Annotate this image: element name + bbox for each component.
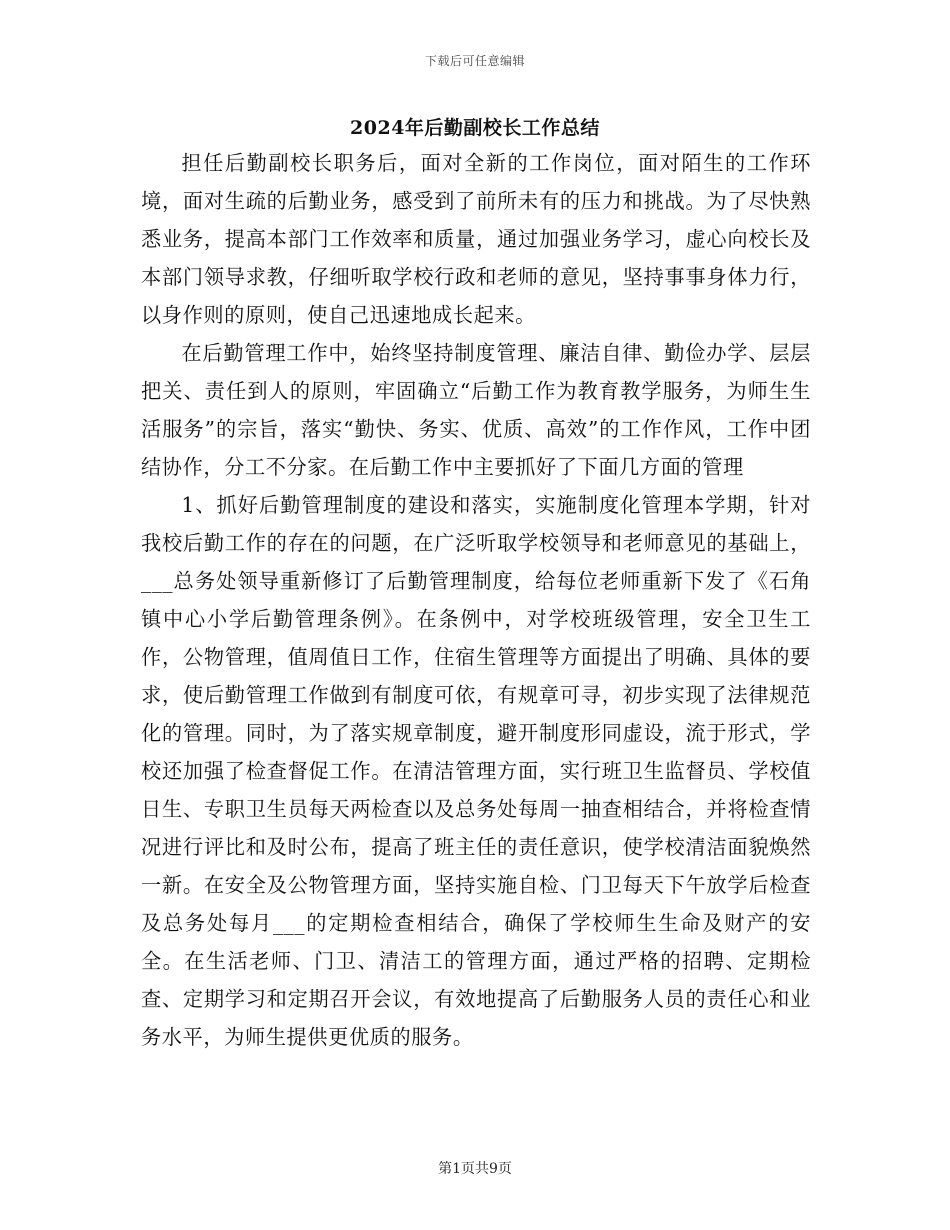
page-number: 第1页共9页 [438,1161,512,1177]
paragraph-principles: 在后勤管理工作中，始终坚持制度管理、廉洁自律、勤俭办学、层层把关、责任到人的原则，牢固确立“后勤工作为教育教学服务，为师生生活服务”的宗旨，落实“勤快、务实、优质、高效”的工作作风，工作中团结协作，分工不分家。在后勤工作中主要抓好了下面几方面的管理 [141,341,811,479]
document-body [141,144,811,1056]
download-note: 下载后可任意编辑 [424,54,525,68]
paragraph-intro: 担任后勤副校长职务后，面对全新的工作岗位，面对陌生的工作环境，面对生疏的后勤业务，感受到了前所未有的压力和挑战。为了尽快熟悉业务，提高本部门工作效率和质量，通过加强业务学习，虚心向校长及本部门领导求教，仔细听取学校行政和老师的意见，坚持事事身体力行，以身作则的原则，使自己迅速地成长起来。 [141,151,811,327]
document-title: 2024年后勤副校长工作总结 [350,117,600,139]
paragraph-system-management: 1、抓好后勤管理制度的建设和落实，实施制度化管理本学期，针对我校后勤工作的存在的问题，在广泛听取学校领导和老师意见的基础上，___总务处领导重新修订了后勤管理制度，给每位老师重新下发了《石角镇中心小学后勤管理条例》。在条例中，对学校班级管理，安全卫生工作，公物管理，值周值日工作，住宿生管理等方面提出了明确、具体的要求，使后勤管理工作做到有制度可依，有规章可寻，初步实现了法律规范化的管理。同时，为了落实规章制度，避开制度形同虚设，流于形式，学校还加强了检查督促工作。在清洁管理方面，实行班卫生监督员、学校值日生、专职卫生员每天两检查以及总务处每周一抽查相结合，并将检查情况进行评比和及时公布，提高了班主任的责任意识，使学校清洁面貌焕然一新。在安全及公物管理方面，坚持实施自检、门卫每天下午放学后检查及总务处每月___的定期检查相结合，确保了学校师生生命及财产的安全。在生活老师、门卫、清洁工的管理方面，通过严格的招聘、定期检查、定期学习和定期召开会议，有效地提高了后勤服务人员的责任心和业务水平，为师生提供更优质的服务。 [141,493,811,1049]
